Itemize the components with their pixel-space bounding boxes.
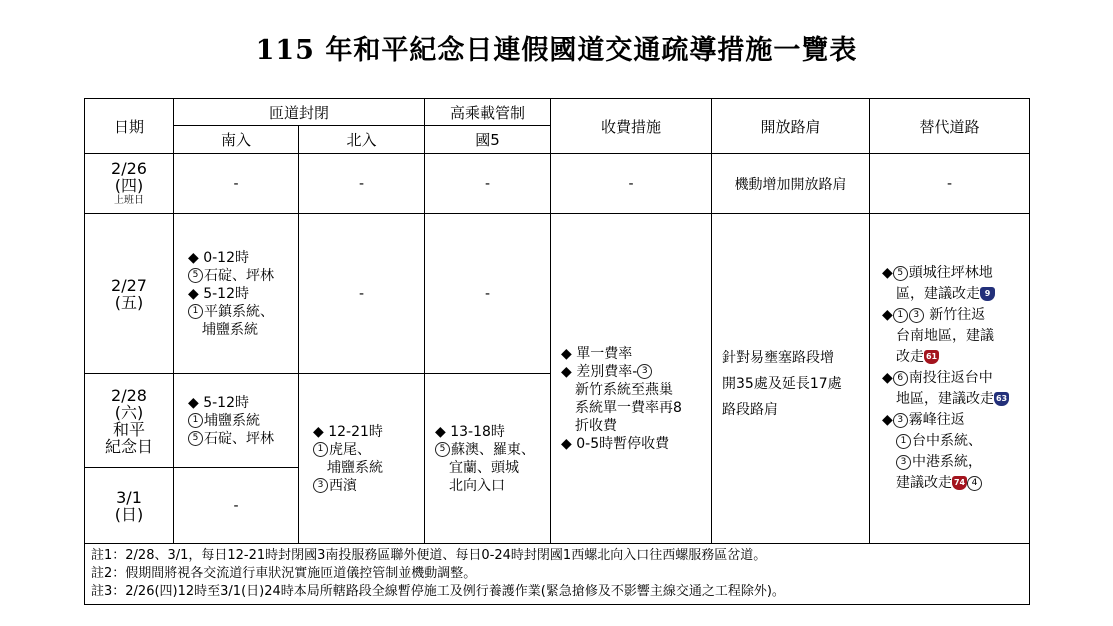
list-item (561, 345, 711, 363)
line-text: ◆ (882, 265, 893, 281)
list-item: 路段路肩 (722, 401, 779, 418)
highway-shield-icon: 63 (994, 392, 1009, 406)
south-cell-0226: - (174, 154, 299, 214)
route-number-icon: 3 (893, 413, 908, 428)
line-text: ◆ 5-12時 (188, 394, 249, 411)
header-date: 日期 (85, 99, 174, 154)
route-number-icon: 3 (313, 478, 328, 493)
north-cell-0228-0301 (299, 374, 425, 544)
list-item (882, 284, 1029, 305)
south-cell-0227 (174, 214, 299, 374)
list-item (188, 430, 298, 448)
date-cell-0226 (85, 154, 174, 214)
line-text: ◆ 5-12時 (188, 285, 249, 302)
holiday-text: 和平 (112, 419, 145, 439)
header-toll: 收費措施 (551, 99, 712, 154)
line-text: 中港系統， (912, 454, 983, 470)
line-text: 折收費 (575, 417, 618, 434)
page-title: 115 年和平紀念日連假國道交通疏導措施一覽表 (255, 35, 858, 66)
weekday-text: (六) (114, 402, 144, 422)
list-item (882, 263, 1029, 284)
header-north-in: 北入 (299, 126, 425, 154)
line-text: ◆ 12-21時 (313, 423, 383, 440)
route-number-icon: 5 (188, 431, 203, 446)
route-number-icon: 3 (909, 308, 924, 323)
list-item (561, 399, 711, 417)
hov-cell-0228-0301 (425, 374, 551, 544)
line-text: ◆ 0-5時暫停收費 (561, 435, 670, 452)
line-text: ◆ 單一費率 (561, 345, 633, 362)
list-item (313, 441, 424, 459)
list-item (188, 285, 298, 303)
list-item (882, 473, 1029, 494)
route-number-icon: 3 (637, 364, 652, 379)
date-cell-0227 (85, 214, 174, 374)
line-text: 新竹往返 (924, 307, 986, 323)
line-text: 地區，建議改走 (896, 391, 995, 407)
shoulder-list (722, 345, 869, 423)
note-2: 註2：假期間將視各交流道行車狀況實施匝道儀控管制並機動調整。 (91, 566, 477, 581)
note-1: 註1：2/28、3/1，每日12-21時封閉國3南投服務區聯外便道、每日0-24時封閉國1西螺北向入口往西螺服務區岔道。 (91, 548, 767, 563)
list-item (188, 267, 298, 285)
line-text: 埔鹽系統 (327, 459, 383, 476)
list-item (435, 441, 550, 459)
list-item (188, 412, 298, 430)
list-item (561, 435, 711, 453)
shoulder-cell-0226: 機動增加開放路肩 (712, 154, 870, 214)
list-item (313, 423, 424, 441)
line-text: 石碇、坪林 (204, 430, 274, 447)
list-item (435, 459, 550, 477)
north-list (313, 423, 424, 495)
line-text: 北向入口 (449, 477, 506, 494)
date-cell-0228 (85, 374, 174, 468)
list-item (561, 381, 711, 399)
date-text: 2/26 (111, 158, 147, 178)
line-text: 台南地區，建議 (896, 328, 995, 344)
line-text: ◆ 差別費率- (561, 363, 638, 380)
line-text: 頭城往坪林地 (908, 265, 993, 281)
alt-route-list (882, 263, 1029, 494)
list-item (882, 347, 1029, 368)
route-number-icon: 4 (967, 476, 982, 491)
line-text: ◆ (882, 412, 893, 428)
list-item (435, 423, 550, 441)
date-cell-0301 (85, 468, 174, 544)
route-number-icon: 5 (188, 268, 203, 283)
weekday-text: (四) (114, 175, 144, 195)
list-item (882, 389, 1029, 410)
list-item (882, 368, 1029, 389)
route-number-icon: 1 (188, 304, 203, 319)
route-number-icon: 1 (893, 308, 908, 323)
highway-shield-icon: 74 (952, 476, 967, 490)
south-cell-0301: - (174, 468, 299, 544)
list-item (561, 363, 711, 381)
line-text: ◆ (882, 370, 893, 386)
list-item (188, 394, 298, 412)
holiday-text-2: 紀念日 (104, 436, 153, 456)
list-item (561, 417, 711, 435)
south-list-0227 (188, 249, 298, 339)
line-text: 台中系統、 (912, 433, 983, 449)
route-number-icon: 5 (435, 442, 450, 457)
header-hov: 高乘載管制 (425, 99, 551, 126)
header-south-in: 南入 (174, 126, 299, 154)
south-list-0228 (188, 394, 298, 448)
date-text: 3/1 (116, 487, 142, 507)
list-item (882, 326, 1029, 347)
list-item (882, 410, 1029, 431)
alt-cell-0227-0301 (870, 214, 1030, 544)
south-cell-0228 (174, 374, 299, 468)
line-text: 建議改走 (896, 475, 953, 491)
list-item (882, 452, 1029, 473)
date-note: 上班日 (114, 194, 144, 206)
line-text: ◆ 13-18時 (435, 423, 505, 440)
weekday-text: (日) (114, 504, 144, 524)
highway-shield-icon: 9 (980, 287, 995, 301)
line-text: 埔鹽系統 (204, 412, 260, 429)
line-text: 西濱 (329, 477, 357, 494)
line-text: 新竹系統至燕巢 (575, 381, 674, 398)
route-number-icon: 6 (893, 371, 908, 386)
date-text: 2/27 (111, 275, 147, 295)
line-text: 虎尾、 (329, 441, 371, 458)
line-text: 石碇、坪林 (204, 267, 274, 284)
shoulder-cell-0227-0301 (712, 214, 870, 544)
toll-cell-0227-0301 (551, 214, 712, 544)
line-text: 蘇澳、羅東、 (451, 441, 536, 458)
list-item (188, 249, 298, 267)
list-item (188, 303, 298, 321)
list-item (188, 321, 298, 339)
date-text: 2/28 (111, 385, 147, 405)
line-text: 南投往返台中 (908, 370, 993, 386)
line-text: 改走 (896, 349, 925, 365)
weekday-text: (五) (114, 292, 144, 312)
route-number-icon: 1 (188, 413, 203, 428)
header-ramp-closure: 匝道封閉 (174, 99, 425, 126)
line-text: 區，建議改走 (896, 286, 981, 302)
toll-cell-0226: - (551, 154, 712, 214)
line-text: 埔鹽系統 (202, 321, 258, 338)
list-item (882, 305, 1029, 326)
route-number-icon: 1 (896, 434, 911, 449)
line-text: 平鎮系統、 (204, 303, 274, 320)
list-item (313, 459, 424, 477)
north-cell-0227: - (299, 214, 425, 374)
list-item (882, 431, 1029, 452)
hov-cell-0226: - (425, 154, 551, 214)
hov-cell-0227: - (425, 214, 551, 374)
hov-list (435, 423, 550, 495)
header-shoulder: 開放路肩 (712, 99, 870, 154)
traffic-measures-table (84, 98, 1030, 605)
list-item (313, 477, 424, 495)
route-number-icon: 5 (893, 266, 908, 281)
line-text: 宜蘭、頭城 (449, 459, 520, 476)
line-text: ◆ (882, 307, 893, 323)
highway-shield-icon: 61 (924, 350, 939, 364)
route-number-icon: 1 (313, 442, 328, 457)
toll-list (561, 345, 711, 453)
header-national5: 國5 (425, 126, 551, 154)
header-alternative: 替代道路 (870, 99, 1030, 154)
note-3: 註3：2/26(四)12時至3/1(日)24時本局所轄路段全線暫停施工及例行養護作業(緊急搶修及不影響主線交通之工程除外)。 (91, 584, 785, 599)
line-text: 霧峰往返 (908, 412, 965, 428)
north-cell-0226: - (299, 154, 425, 214)
list-item: 針對易壅塞路段增 (722, 349, 835, 366)
list-item (435, 477, 550, 495)
alt-cell-0226: - (870, 154, 1030, 214)
route-number-icon: 3 (896, 455, 911, 470)
list-item: 開35處及延長17處 (722, 375, 842, 392)
notes-cell (85, 544, 1030, 605)
line-text: 系統單一費率再8 (575, 399, 682, 416)
line-text: ◆ 0-12時 (188, 249, 249, 266)
